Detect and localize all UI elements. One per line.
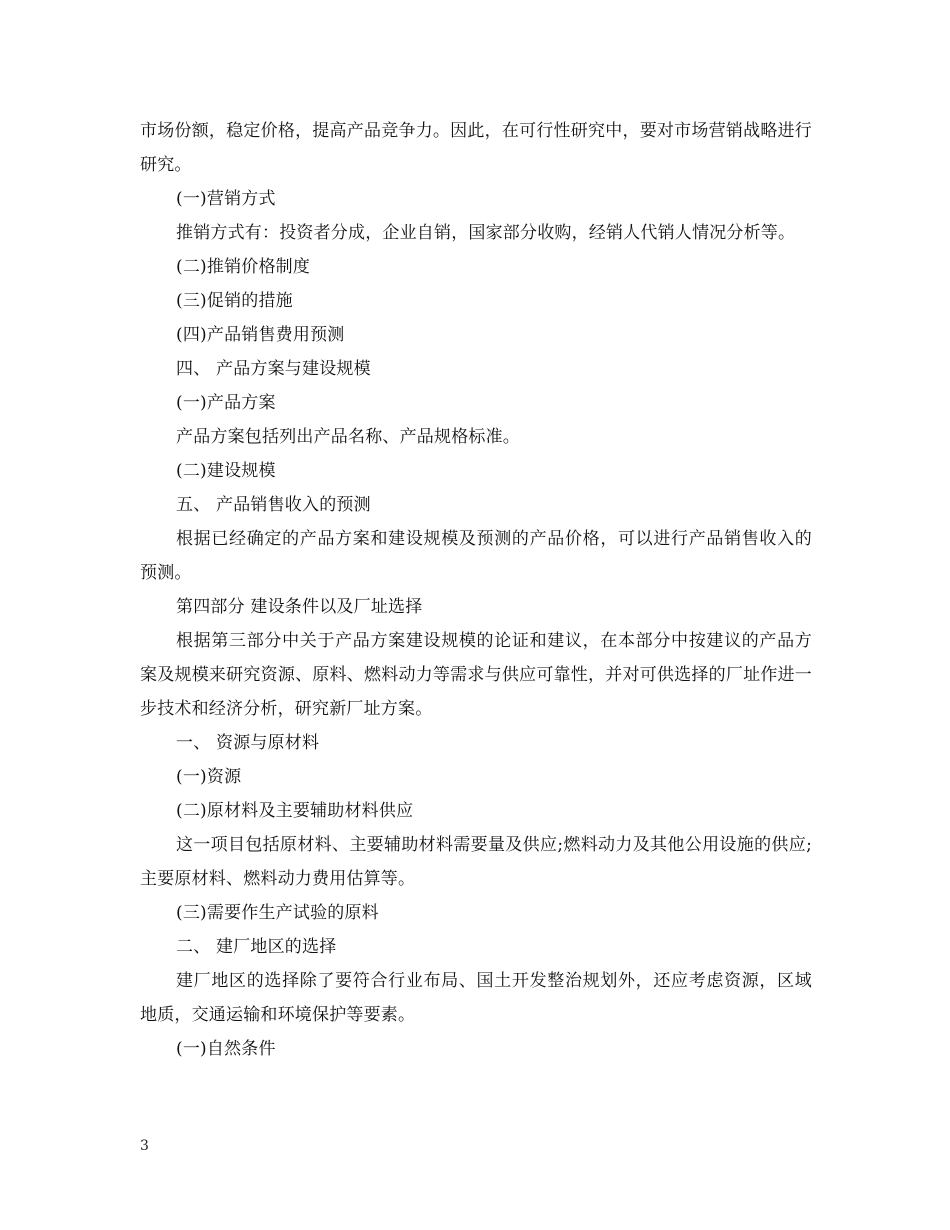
paragraph-sales-method: 推销方式有：投资者分成，企业自销，国家部分收购，经销人代销人情况分析等。 (176, 223, 796, 243)
heading-product-plan: (一)产品方案 (176, 393, 276, 413)
paragraph-raw-material-supply: 这一项目包括原材料、主要辅助材料需要量及供应;燃料动力及其他公用设施的供应;主要原材料、燃料动力费用估算等。 (140, 835, 812, 889)
heading-construction-scale: (二)建设规模 (176, 461, 276, 481)
section-product-plan-scale: 四、 产品方案与建设规模 (176, 359, 371, 379)
heading-sales-method: (一)营销方式 (176, 189, 276, 209)
document-body (140, 114, 812, 1066)
heading-trial-materials: (三)需要作生产试验的原料 (176, 903, 379, 923)
part-four-title: 第四部分 建设条件以及厂址选择 (176, 597, 423, 617)
section-sales-revenue-forecast: 五、 产品销售收入的预测 (176, 495, 371, 515)
paragraph-product-plan: 产品方案包括列出产品名称、产品规格标准。 (176, 427, 520, 447)
section-resources-materials: 一、 资源与原材料 (176, 733, 320, 753)
paragraph-part-four-intro: 根据第三部分中关于产品方案建设规模的论证和建议，在本部分中按建议的产品方案及规模来研究资源、原料、燃料动力等需求与供应可靠性，并对可供选择的厂址作进一步技术和经济分析，研究新厂址方案。 (140, 631, 812, 719)
paragraph-market-strategy: 市场份额，稳定价格，提高产品竞争力。因此，在可行性研究中，要对市场营销战略进行研究。 (140, 121, 812, 175)
heading-sales-cost-forecast: (四)产品销售费用预测 (176, 325, 345, 345)
heading-natural-conditions: (一)自然条件 (176, 1039, 276, 1059)
section-plant-region-selection: 二、 建厂地区的选择 (176, 937, 337, 957)
page-number: 3 (140, 1138, 149, 1154)
paragraph-sales-revenue-forecast: 根据已经确定的产品方案和建设规模及预测的产品价格，可以进行产品销售收入的预测。 (140, 529, 812, 583)
heading-raw-material-supply: (二)原材料及主要辅助材料供应 (176, 801, 414, 821)
heading-resources: (一)资源 (176, 767, 242, 787)
paragraph-plant-region-selection: 建厂地区的选择除了要符合行业布局、国土开发整治规划外，还应考虑资源，区域地质，交通运输和环境保护等要素。 (140, 971, 812, 1025)
heading-promotion-measures: (三)促销的措施 (176, 291, 293, 311)
heading-price-system: (二)推销价格制度 (176, 257, 311, 277)
